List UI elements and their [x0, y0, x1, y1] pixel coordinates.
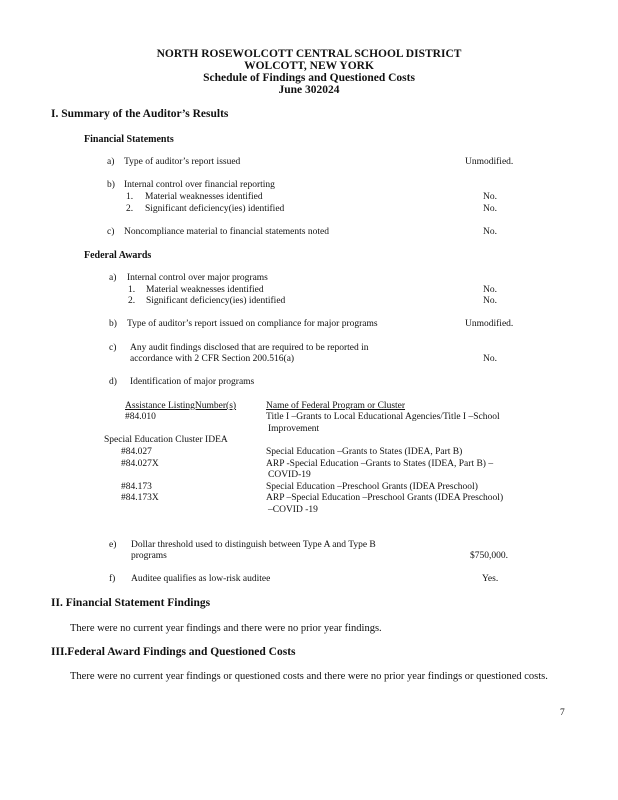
- fa-a-2-value: No.: [483, 296, 497, 306]
- financial-statements-heading: Financial Statements: [84, 134, 174, 145]
- fa-b-value: Unmodified.: [465, 319, 514, 329]
- section-3-body: There were no current year findings or questioned costs and there were no prior year findings or questioned costs.: [70, 671, 548, 682]
- fs-b-1-text: Material weaknesses identified: [145, 192, 263, 202]
- fs-b-2-text: Significant deficiency(ies) identified: [145, 204, 285, 214]
- fa-c-line2: accordance with 2 CFR Section 200.516(a): [130, 354, 295, 364]
- fa-b-label: b): [109, 319, 117, 329]
- fs-b-2-num: 2.: [126, 204, 134, 214]
- program-name: Special Education –Grants to States (IDEA, Part B): [266, 447, 463, 457]
- fs-a-value: Unmodified.: [465, 157, 514, 167]
- fs-b-1-num: 1.: [126, 192, 134, 202]
- federal-awards-heading: Federal Awards: [84, 250, 152, 261]
- program-number: #84.027: [121, 447, 152, 457]
- fa-a-text: Internal control over major programs: [127, 273, 268, 283]
- fs-c-label: c): [107, 227, 115, 237]
- fa-e-label: e): [109, 540, 117, 550]
- section-1-title: I. Summary of the Auditor’s Results: [51, 108, 229, 120]
- program-name-cont: COVID-19: [268, 470, 311, 480]
- fa-f-value: Yes.: [482, 574, 499, 584]
- fa-e-line1: Dollar threshold used to distinguish between Type A and Type B: [131, 540, 376, 550]
- section-3-title: III.Federal Award Findings and Questioned Costs: [51, 646, 296, 658]
- fa-c-value: No.: [483, 354, 497, 364]
- fa-a-2-text: Significant deficiency(ies) identified: [146, 296, 286, 306]
- fs-a-text: Type of auditor’s report issued: [124, 157, 241, 167]
- fs-b-text: Internal control over financial reporting: [124, 180, 275, 190]
- program-name: Title I –Grants to Local Educational Agencies/Title I –School: [266, 412, 500, 422]
- fa-a-1-value: No.: [483, 285, 497, 295]
- programs-col-name-header: Name of Federal Program or Cluster: [266, 401, 406, 411]
- fs-c-value: No.: [483, 227, 497, 237]
- district-name: NORTH ROSEWOLCOTT CENTRAL SCHOOL DISTRICT: [156, 48, 462, 60]
- cluster-label: Special Education Cluster IDEA: [104, 435, 228, 445]
- fa-a-1-text: Material weaknesses identified: [146, 285, 264, 295]
- fs-b-label: b): [107, 180, 115, 190]
- program-number: #84.010: [125, 412, 156, 422]
- program-number: #84.173X: [121, 493, 159, 503]
- fa-a-label: a): [109, 273, 117, 283]
- fs-b-2-value: No.: [483, 204, 497, 214]
- fs-c-text: Noncompliance material to financial statements noted: [124, 227, 329, 237]
- program-name-cont: Improvement: [268, 424, 320, 434]
- programs-col-number-header: Assistance ListingNumber(s): [125, 401, 237, 411]
- program-name-cont: –COVID -19: [268, 505, 318, 515]
- fa-f-text: Auditee qualifies as low-risk auditee: [131, 574, 271, 584]
- program-name: Special Education –Preschool Grants (IDEA Preschool): [266, 482, 478, 492]
- fa-c-label: c): [109, 343, 117, 353]
- fa-a-2-num: 2.: [128, 296, 136, 306]
- program-name: ARP –Special Education –Preschool Grants (IDEA Preschool): [266, 493, 504, 503]
- section-2-body: There were no current year findings and there were no prior year findings.: [70, 623, 382, 634]
- fa-a-1-num: 1.: [128, 285, 136, 295]
- section-2-title: II. Financial Statement Findings: [51, 597, 211, 609]
- fa-d-label: d): [109, 377, 117, 387]
- district-location: WOLCOTT, NEW YORK: [244, 60, 374, 72]
- fa-e-value: $750,000.: [470, 551, 508, 561]
- schedule-date: June 302024: [278, 84, 340, 96]
- fs-b-1-value: No.: [483, 192, 497, 202]
- program-number: #84.027X: [121, 459, 159, 469]
- fa-b-text: Type of auditor’s report issued on compliance for major programs: [127, 319, 378, 329]
- page-number: 7: [560, 708, 565, 718]
- schedule-title: Schedule of Findings and Questioned Costs: [203, 72, 415, 84]
- program-number: #84.173: [121, 482, 152, 492]
- program-name: ARP -Special Education –Grants to States (IDEA, Part B) –: [266, 459, 494, 469]
- fa-f-label: f): [109, 574, 116, 584]
- fa-c-line1: Any audit findings disclosed that are required to be reported in: [130, 343, 369, 353]
- fs-a-label: a): [107, 157, 115, 167]
- fa-e-line2: programs: [131, 551, 167, 561]
- fa-d-text: Identification of major programs: [130, 377, 255, 387]
